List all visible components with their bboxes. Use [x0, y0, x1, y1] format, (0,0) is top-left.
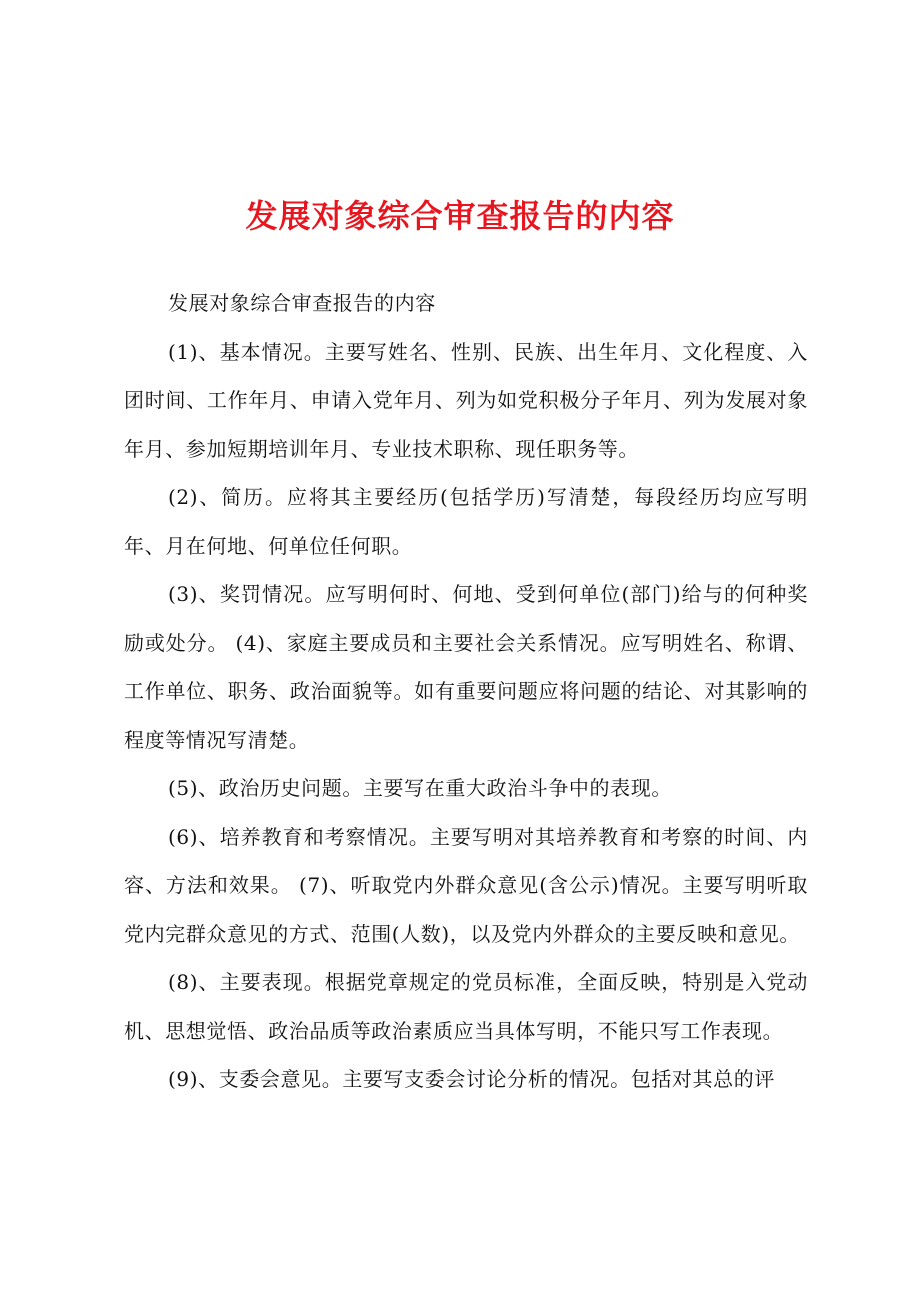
paragraph-resume: (2)、简历。应将其主要经历(包括学历)写清楚，每段经历均应写明年、月在何地、何单位任何职。: [124, 485, 808, 558]
paragraph-basic-info: (1)、基本情况。主要写姓名、性别、民族、出生年月、文化程度、入团时间、工作年月、申请入党年月、列为如党积极分子年月、列为发展对象年月、参加短期培训年月、专业技术职称、现任职务等。: [124, 339, 808, 461]
paragraph-branch-opinion: (9)、支委会意见。主要写支委会讨论分析的情况。包括对其总的评: [168, 1067, 775, 1091]
document-body: [124, 279, 808, 1104]
document-title: 发展对象综合审查报告的内容: [245, 197, 675, 235]
body-subtitle: 发展对象综合审查报告的内容: [168, 291, 436, 315]
paragraph-performance: (8)、主要表现。根据党章规定的党员标准，全面反映，特别是入党动机、思想觉悟、政治品质等政治素质应当具体写明，不能只写工作表现。: [124, 970, 808, 1043]
paragraph-rewards-family: (3)、奖罚情况。应写明何时、何地、受到何单位(部门)给与的何种奖励或处分。 (4)、家庭主要成员和主要社会关系情况。应写明姓名、称谓、工作单位、职务、政治面貌等。如有重要问题应将问题的结论、对其影响的程度等情况写清楚。: [124, 582, 808, 752]
paragraph-political-history: (5)、政治历史问题。主要写在重大政治斗争中的表现。: [168, 776, 672, 800]
paragraph-training-opinions: (6)、培养教育和考察情况。主要写明对其培养教育和考察的时间、内容、方法和效果。 (7)、听取党内外群众意见(含公示)情况。主要写明听取党内完群众意见的方式、范围(人数)，以及党内外群众的主要反映和意见。: [124, 824, 808, 946]
